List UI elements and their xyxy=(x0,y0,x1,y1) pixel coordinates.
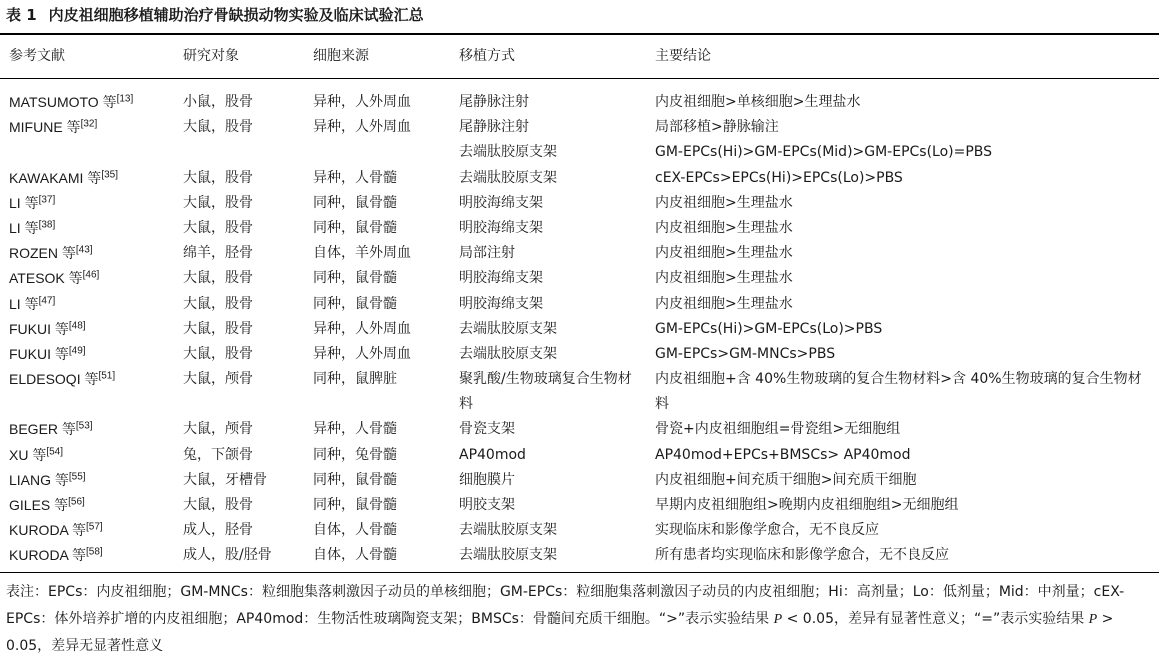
cell-source-cell: 同种，鼠骨髓 xyxy=(313,497,397,514)
bottom-rule xyxy=(0,572,1159,573)
reference-number: [38] xyxy=(38,219,56,231)
conclusion-cell: 内皮祖细胞>生理盐水 xyxy=(655,194,793,211)
footnote-text-1: 表注：EPCs：内皮祖细胞；GM-MNCs：粒细胞集落刺激因子动员的单核细胞；GM-EPCs：粒细胞集落刺激因子动员的内皮祖细胞；Hi：高剂量；Lo：低剂量；Mid：中剂量；cEX-EPCs：体外培养扩增的内皮祖细胞；AP40mod：生物活性玻璃陶瓷支架；BMSCs：骨髓间充质干细胞。“>”表示实验结果 xyxy=(6,584,1125,627)
reference-author: MATSUMOTO 等 xyxy=(9,94,117,110)
reference-author: FUKUI 等 xyxy=(9,345,69,362)
header-rule xyxy=(0,78,1159,79)
conclusion-cell: 内皮祖细胞>生理盐水 xyxy=(655,219,793,236)
table-row xyxy=(0,292,1159,317)
reference-author: LI 等 xyxy=(9,194,39,211)
reference-author: KURODA 等 xyxy=(9,522,87,539)
cell-source-cell: 异种，人外周血 xyxy=(313,119,411,136)
cell-source-cell: 自体，羊外周血 xyxy=(313,245,411,262)
conclusion-cell: GM-EPCs(Hi)>GM-EPCs(Mid)>GM-EPCs(Lo)=PBS xyxy=(655,144,993,161)
subject-cell: 小鼠，股骨 xyxy=(183,94,253,110)
table-body xyxy=(0,90,1159,569)
footnote-text-3: > 0.05，差异无显著性意义 xyxy=(6,611,1114,654)
reference-number: [43] xyxy=(75,244,93,256)
reference-number: [37] xyxy=(38,194,56,206)
reference-author: KAWAKAMI 等 xyxy=(9,169,102,186)
reference-number: [35] xyxy=(101,168,118,180)
reference-cell xyxy=(9,266,99,291)
table-row xyxy=(0,115,1159,140)
conclusion-cell: 实现临床和影像学愈合，无不良反应 xyxy=(655,522,879,539)
table-row xyxy=(0,140,1159,165)
subject-cell: 大鼠，股骨 xyxy=(183,270,253,287)
cell-source-cell: 异种，人骨髓 xyxy=(313,169,397,186)
reference-author: ELDESOQI 等 xyxy=(9,371,99,388)
reference-author: LIANG 等 xyxy=(9,471,69,488)
transplant-method-cell: 明胶海绵支架 xyxy=(459,194,543,211)
cell-source-cell: 自体，人骨髓 xyxy=(313,522,397,539)
header-cell-source: 细胞来源 xyxy=(313,48,369,64)
subject-cell: 绵羊，胫骨 xyxy=(183,245,253,262)
footnote-p-symbol-2: P xyxy=(1088,612,1098,627)
reference-author: MIFUNE 等 xyxy=(9,119,81,136)
reference-number: [32] xyxy=(80,118,98,130)
table-caption xyxy=(6,3,424,27)
conclusion-cell: 内皮祖细胞>单核细胞>生理盐水 xyxy=(655,94,861,110)
table-row xyxy=(0,241,1159,266)
cell-source-cell: 同种，鼠骨髓 xyxy=(313,471,397,488)
table-row xyxy=(0,266,1159,291)
reference-cell xyxy=(9,90,133,115)
conclusion-cell: AP40mod+EPCs+BMSCs> AP40mod xyxy=(655,446,911,463)
reference-number: [47] xyxy=(38,294,56,306)
reference-number: [53] xyxy=(75,420,93,432)
reference-number: [57] xyxy=(86,521,103,533)
transplant-method-cell: 去端肽胶原支架 xyxy=(459,345,557,362)
reference-author: ATESOK 等 xyxy=(9,270,83,287)
cell-source-cell: 异种，人外周血 xyxy=(313,345,411,362)
header-subject: 研究对象 xyxy=(183,48,239,64)
subject-cell: 成人，胫骨 xyxy=(183,522,253,539)
table-row xyxy=(0,216,1159,241)
table-row xyxy=(0,443,1159,468)
table-footnote xyxy=(6,579,1156,660)
table-row xyxy=(0,166,1159,191)
table-row xyxy=(0,90,1159,115)
transplant-method-cell: 细胞膜片 xyxy=(459,471,515,488)
reference-cell xyxy=(9,493,85,518)
cell-source-cell: 同种，鼠骨髓 xyxy=(313,219,397,236)
transplant-method-cell: 去端肽胶原支架 xyxy=(459,320,557,337)
conclusion-cell: 所有患者均实现临床和影像学愈合，无不良反应 xyxy=(655,547,949,564)
reference-cell xyxy=(9,443,63,468)
cell-source-cell: 同种，鼠骨髓 xyxy=(313,295,397,312)
footnote-text-2: < 0.05，差异有显著性意义；“=”表示实验结果 xyxy=(782,611,1089,627)
reference-cell xyxy=(9,367,115,392)
conclusion-cell: 骨瓷+内皮祖细胞组=骨瓷组>无细胞组 xyxy=(655,421,901,438)
table-number: 表 1 xyxy=(6,6,37,24)
conclusion-cell: 早期内皮祖细胞组>晚期内皮祖细胞组>无细胞组 xyxy=(655,497,959,514)
reference-cell xyxy=(9,518,103,543)
header-main-conclusion: 主要结论 xyxy=(655,48,711,64)
reference-number: [51] xyxy=(98,370,116,382)
subject-cell: 大鼠，股骨 xyxy=(183,219,253,236)
reference-cell xyxy=(9,216,55,241)
table-header xyxy=(0,35,1159,78)
subject-cell: 大鼠，牙槽骨 xyxy=(183,471,267,488)
table-row xyxy=(0,543,1159,568)
table-row xyxy=(0,493,1159,518)
subject-cell: 大鼠，股骨 xyxy=(183,119,253,136)
subject-cell: 大鼠，股骨 xyxy=(183,295,253,312)
transplant-method-cell: 聚乳酸/生物玻璃复合生物材料 xyxy=(459,371,632,413)
subject-cell: 大鼠，颅骨 xyxy=(183,421,253,438)
table-title: 内皮祖细胞移植辅助治疗骨缺损动物实验及临床试验汇总 xyxy=(48,6,424,24)
cell-source-cell: 异种，人骨髓 xyxy=(313,421,397,438)
transplant-method-cell: 明胶海绵支架 xyxy=(459,270,543,287)
reference-author: FUKUI 等 xyxy=(9,320,69,337)
footnote-p-symbol-1: P xyxy=(773,612,783,627)
reference-cell xyxy=(9,317,86,342)
reference-author: BEGER 等 xyxy=(9,421,76,438)
conclusion-cell: 内皮祖细胞>生理盐水 xyxy=(655,270,793,287)
cell-source-cell: 同种，兔骨髓 xyxy=(313,446,397,463)
conclusion-cell: 内皮祖细胞+含 40%生物玻璃的复合生物材料>含 40%生物玻璃的复合生物材料 xyxy=(655,371,1142,413)
subject-cell: 大鼠，股骨 xyxy=(183,345,253,362)
reference-author: LI 等 xyxy=(9,295,39,312)
cell-source-cell: 同种，鼠脾脏 xyxy=(313,371,397,388)
reference-cell xyxy=(9,191,55,216)
conclusion-cell: GM-EPCs>GM-MNCs>PBS xyxy=(655,345,836,362)
table-row xyxy=(0,317,1159,342)
conclusion-cell: GM-EPCs(Hi)>GM-EPCs(Lo)>PBS xyxy=(655,320,883,337)
header-transplant-method: 移植方式 xyxy=(459,48,515,64)
conclusion-cell: 内皮祖细胞+间充质干细胞>间充质干细胞 xyxy=(655,471,917,488)
reference-number: [55] xyxy=(68,471,86,483)
reference-number: [58] xyxy=(86,546,103,558)
table-row xyxy=(0,468,1159,493)
reference-cell xyxy=(9,417,93,442)
transplant-method-cell: 去端肽胶原支架 xyxy=(459,522,557,539)
subject-cell: 大鼠，股骨 xyxy=(183,169,253,186)
reference-author: XU 等 xyxy=(9,446,47,463)
subject-cell: 大鼠，颅骨 xyxy=(183,371,253,388)
reference-author: KURODA 等 xyxy=(9,547,87,564)
transplant-method-cell: 去端肽胶原支架 xyxy=(459,144,557,161)
reference-author: LI 等 xyxy=(9,219,39,236)
reference-cell xyxy=(9,342,86,367)
transplant-method-cell: 局部注射 xyxy=(459,245,515,262)
cell-source-cell: 异种，人外周血 xyxy=(313,94,411,110)
reference-number: [13] xyxy=(116,93,134,105)
transplant-method-cell: AP40mod xyxy=(459,446,526,463)
reference-number: [48] xyxy=(68,320,86,332)
transplant-method-cell: 明胶支架 xyxy=(459,497,515,514)
transplant-method-cell: 骨瓷支架 xyxy=(459,421,515,438)
conclusion-cell: cEX-EPCs>EPCs(Hi)>EPCs(Lo)>PBS xyxy=(655,169,903,186)
cell-source-cell: 自体，人骨髓 xyxy=(313,547,397,564)
cell-source-cell: 同种，鼠骨髓 xyxy=(313,194,397,211)
transplant-method-cell: 明胶海绵支架 xyxy=(459,295,543,312)
cell-source-cell: 异种，人外周血 xyxy=(313,320,411,337)
reference-number: [56] xyxy=(68,496,85,508)
transplant-method-cell: 尾静脉注射 xyxy=(459,119,529,136)
reference-cell xyxy=(9,166,118,191)
table-row xyxy=(0,342,1159,367)
reference-cell xyxy=(9,292,55,317)
reference-cell xyxy=(9,241,93,266)
table-row xyxy=(0,417,1159,442)
conclusion-cell: 内皮祖细胞>生理盐水 xyxy=(655,295,793,312)
table-row xyxy=(0,367,1159,417)
transplant-method-cell: 尾静脉注射 xyxy=(459,94,529,110)
transplant-method-cell: 去端肽胶原支架 xyxy=(459,169,557,186)
reference-number: [49] xyxy=(68,345,86,357)
transplant-method-cell: 去端肽胶原支架 xyxy=(459,547,557,564)
reference-author: GILES 等 xyxy=(9,497,69,514)
table-row xyxy=(0,518,1159,543)
transplant-method-cell: 明胶海绵支架 xyxy=(459,219,543,236)
conclusion-cell: 内皮祖细胞>生理盐水 xyxy=(655,245,793,262)
cell-source-cell: 同种，鼠骨髓 xyxy=(313,270,397,287)
reference-cell xyxy=(9,468,86,493)
subject-cell: 兔，下颌骨 xyxy=(183,446,253,463)
reference-cell xyxy=(9,115,97,140)
subject-cell: 成人，股/胫骨 xyxy=(183,547,272,564)
reference-author: ROZEN 等 xyxy=(9,245,76,262)
reference-number: [54] xyxy=(46,445,64,457)
conclusion-cell: 局部移植>静脉输注 xyxy=(655,119,779,136)
table-row xyxy=(0,191,1159,216)
subject-cell: 大鼠，股骨 xyxy=(183,497,253,514)
header-reference: 参考文献 xyxy=(9,48,65,64)
subject-cell: 大鼠，股骨 xyxy=(183,320,253,337)
reference-cell xyxy=(9,543,103,568)
subject-cell: 大鼠，股骨 xyxy=(183,194,253,211)
reference-number: [46] xyxy=(82,269,100,281)
